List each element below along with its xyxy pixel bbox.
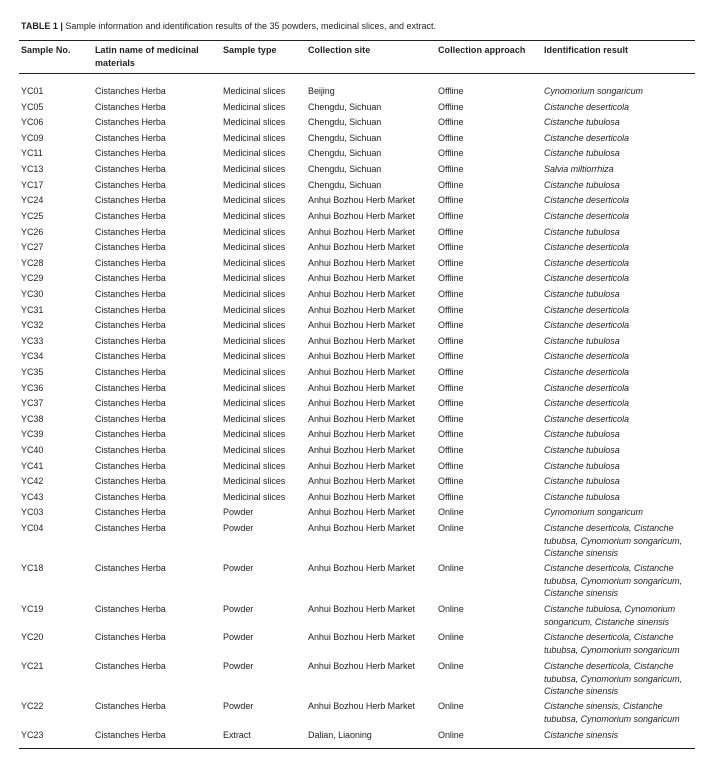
sample-no-cell: YC30	[21, 289, 44, 299]
collection-approach-cell: Offline	[438, 445, 464, 455]
sample-type-cell: Medicinal slices	[223, 211, 286, 221]
sample-no-cell: YC05	[21, 102, 44, 112]
sample-type-cell: Medicinal slices	[223, 289, 286, 299]
table-label: TABLE 1 |	[21, 21, 63, 31]
identification-result-cell: Cistanche deserticola	[544, 320, 629, 330]
collection-site-cell: Anhui Bozhou Herb Market	[308, 367, 415, 377]
collection-approach-cell: Offline	[438, 429, 464, 439]
collection-approach-cell: Offline	[438, 180, 464, 190]
collection-site-cell: Anhui Bozhou Herb Market	[308, 383, 415, 393]
sample-no-cell: YC42	[21, 476, 44, 486]
identification-result-cell: Cistanche tubulosa	[544, 492, 620, 502]
sample-no-cell: YC37	[21, 398, 44, 408]
collection-approach-cell: Offline	[438, 164, 464, 174]
sample-no-cell: YC20	[21, 632, 44, 642]
identification-result-cell: Cistanche tubulosa	[544, 117, 620, 127]
collection-site-cell: Chengdu, Sichuan	[308, 164, 382, 174]
sample-no-cell: YC33	[21, 336, 44, 346]
identification-result-cell: Cistanche deserticola	[544, 351, 629, 361]
identification-result-cell: Cistanche sinensis, Cistanche tububsa, Cynomorium songaricum	[544, 701, 680, 724]
identification-result-cell: Cistanche deserticola, Cistanche tububsa, Cynomorium songaricum, Cistanche sinensis	[544, 523, 683, 558]
sample-no-cell: YC38	[21, 414, 44, 424]
identification-result-cell: Cynomorium songaricum	[544, 86, 643, 96]
sample-type-cell: Medicinal slices	[223, 242, 286, 252]
sample-no-cell: YC01	[21, 86, 44, 96]
collection-site-cell: Anhui Bozhou Herb Market	[308, 476, 415, 486]
sample-no-cell: YC39	[21, 429, 44, 439]
identification-result-cell: Cistanche tubulosa	[544, 429, 620, 439]
sample-type-cell: Medicinal slices	[223, 414, 286, 424]
latin-name-cell: Cistanches Herba	[95, 730, 166, 740]
sample-type-cell: Medicinal slices	[223, 273, 286, 283]
identification-result-cell: Cistanche tubulosa	[544, 289, 620, 299]
collection-approach-cell: Offline	[438, 492, 464, 502]
collection-site-cell: Anhui Bozhou Herb Market	[308, 701, 415, 711]
sample-no-cell: YC13	[21, 164, 44, 174]
latin-name-cell: Cistanches Herba	[95, 445, 166, 455]
collection-approach-cell: Offline	[438, 258, 464, 268]
collection-approach-cell: Online	[438, 604, 464, 614]
identification-result-cell: Cistanche deserticola	[544, 414, 629, 424]
latin-name-cell: Cistanches Herba	[95, 102, 166, 112]
table-caption	[21, 20, 701, 32]
latin-name-cell: Cistanches Herba	[95, 461, 166, 471]
sample-no-cell: YC25	[21, 211, 44, 221]
latin-name-cell: Cistanches Herba	[95, 563, 166, 573]
identification-result-cell: Cistanche deserticola	[544, 102, 629, 112]
latin-name-cell: Cistanches Herba	[95, 507, 166, 517]
sample-type-cell: Powder	[223, 523, 254, 533]
collection-approach-cell: Online	[438, 661, 464, 671]
sample-type-cell: Medicinal slices	[223, 336, 286, 346]
header-identification-result: Identification result	[544, 45, 629, 55]
identification-result-cell: Cistanche deserticola	[544, 133, 629, 143]
sample-no-cell: YC40	[21, 445, 44, 455]
header-collection-approach: Collection approach	[438, 45, 526, 55]
sample-type-cell: Medicinal slices	[223, 492, 286, 502]
sample-type-cell: Powder	[223, 507, 254, 517]
sample-no-cell: YC43	[21, 492, 44, 502]
sample-type-cell: Medicinal slices	[223, 195, 286, 205]
latin-name-cell: Cistanches Herba	[95, 211, 166, 221]
identification-result-cell: Cistanche deserticola	[544, 383, 629, 393]
identification-result-cell: Cistanche deserticola	[544, 211, 629, 221]
collection-approach-cell: Online	[438, 523, 464, 533]
collection-site-cell: Anhui Bozhou Herb Market	[308, 195, 415, 205]
latin-name-cell: Cistanches Herba	[95, 367, 166, 377]
sample-type-cell: Medicinal slices	[223, 148, 286, 158]
header-sample-type: Sample type	[223, 45, 277, 55]
latin-name-cell: Cistanches Herba	[95, 273, 166, 283]
collection-site-cell: Anhui Bozhou Herb Market	[308, 492, 415, 502]
identification-result-cell: Cistanche deserticola	[544, 258, 629, 268]
latin-name-cell: Cistanches Herba	[95, 117, 166, 127]
latin-name-cell: Cistanches Herba	[95, 195, 166, 205]
latin-name-cell: Cistanches Herba	[95, 227, 166, 237]
header-sample-no: Sample No.	[21, 45, 71, 55]
collection-site-cell: Anhui Bozhou Herb Market	[308, 320, 415, 330]
collection-site-cell: Anhui Bozhou Herb Market	[308, 461, 415, 471]
sample-no-cell: YC09	[21, 133, 44, 143]
sample-no-cell: YC27	[21, 242, 44, 252]
collection-approach-cell: Online	[438, 730, 464, 740]
collection-approach-cell: Offline	[438, 367, 464, 377]
sample-type-cell: Medicinal slices	[223, 180, 286, 190]
sample-type-cell: Medicinal slices	[223, 227, 286, 237]
collection-site-cell: Anhui Bozhou Herb Market	[308, 227, 415, 237]
sample-type-cell: Powder	[223, 701, 254, 711]
sample-type-cell: Medicinal slices	[223, 398, 286, 408]
latin-name-cell: Cistanches Herba	[95, 523, 166, 533]
table-caption-text: Sample information and identification results of the 35 powders, medicinal slices, and extract.	[62, 21, 437, 31]
collection-approach-cell: Offline	[438, 461, 464, 471]
collection-site-cell: Anhui Bozhou Herb Market	[308, 398, 415, 408]
collection-approach-cell: Offline	[438, 351, 464, 361]
latin-name-cell: Cistanches Herba	[95, 429, 166, 439]
sample-no-cell: YC23	[21, 730, 44, 740]
latin-name-cell: Cistanches Herba	[95, 632, 166, 642]
latin-name-cell: Cistanches Herba	[95, 414, 166, 424]
sample-type-cell: Medicinal slices	[223, 164, 286, 174]
collection-approach-cell: Offline	[438, 305, 464, 315]
collection-site-cell: Anhui Bozhou Herb Market	[308, 414, 415, 424]
collection-approach-cell: Offline	[438, 398, 464, 408]
latin-name-cell: Cistanches Herba	[95, 180, 166, 190]
collection-site-cell: Chengdu, Sichuan	[308, 148, 382, 158]
sample-no-cell: YC19	[21, 604, 44, 614]
sample-no-cell: YC41	[21, 461, 44, 471]
sample-no-cell: YC18	[21, 563, 44, 573]
sample-type-cell: Medicinal slices	[223, 117, 286, 127]
header-collection-site: Collection site	[308, 45, 371, 55]
identification-result-cell: Cistanche tubulosa	[544, 476, 620, 486]
collection-site-cell: Anhui Bozhou Herb Market	[308, 211, 415, 221]
identification-result-cell: Cistanche tubulosa	[544, 148, 620, 158]
collection-approach-cell: Offline	[438, 320, 464, 330]
collection-approach-cell: Offline	[438, 336, 464, 346]
sample-type-cell: Medicinal slices	[223, 367, 286, 377]
identification-result-cell: Cistanche deserticola	[544, 195, 629, 205]
sample-type-cell: Extract	[223, 730, 251, 740]
collection-site-cell: Anhui Bozhou Herb Market	[308, 273, 415, 283]
identification-result-cell: Cistanche tubulosa	[544, 461, 620, 471]
table-bottom-rule	[19, 748, 695, 749]
sample-no-cell: YC31	[21, 305, 44, 315]
latin-name-cell: Cistanches Herba	[95, 86, 166, 96]
sample-type-cell: Medicinal slices	[223, 383, 286, 393]
sample-no-cell: YC22	[21, 701, 44, 711]
sample-type-cell: Medicinal slices	[223, 320, 286, 330]
sample-type-cell: Powder	[223, 661, 254, 671]
sample-type-cell: Medicinal slices	[223, 445, 286, 455]
collection-site-cell: Anhui Bozhou Herb Market	[308, 507, 415, 517]
collection-site-cell: Anhui Bozhou Herb Market	[308, 632, 415, 642]
collection-approach-cell: Offline	[438, 227, 464, 237]
sample-no-cell: YC36	[21, 383, 44, 393]
latin-name-cell: Cistanches Herba	[95, 398, 166, 408]
collection-site-cell: Chengdu, Sichuan	[308, 133, 382, 143]
collection-approach-cell: Offline	[438, 289, 464, 299]
collection-site-cell: Dalian, Liaoning	[308, 730, 372, 740]
collection-approach-cell: Online	[438, 632, 464, 642]
collection-approach-cell: Online	[438, 701, 464, 711]
collection-site-cell: Beijing	[308, 86, 335, 96]
collection-site-cell: Chengdu, Sichuan	[308, 117, 382, 127]
latin-name-cell: Cistanches Herba	[95, 242, 166, 252]
sample-no-cell: YC32	[21, 320, 44, 330]
sample-type-cell: Medicinal slices	[223, 429, 286, 439]
collection-site-cell: Anhui Bozhou Herb Market	[308, 336, 415, 346]
collection-approach-cell: Offline	[438, 133, 464, 143]
identification-result-cell: Cistanche tubulosa, Cynomorium songaricum, Cistanche sinensis	[544, 604, 676, 627]
collection-site-cell: Anhui Bozhou Herb Market	[308, 429, 415, 439]
identification-result-cell: Cistanche tubulosa	[544, 445, 620, 455]
collection-approach-cell: Offline	[438, 102, 464, 112]
collection-approach-cell: Offline	[438, 148, 464, 158]
identification-result-cell: Salvia miltiorrhiza	[544, 164, 614, 174]
table-header-rule	[19, 73, 695, 74]
identification-result-cell: Cistanche deserticola	[544, 305, 629, 315]
identification-result-cell: Cistanche deserticola, Cistanche tububsa, Cynomorium songaricum	[544, 632, 680, 655]
collection-site-cell: Chengdu, Sichuan	[308, 102, 382, 112]
sample-no-cell: YC28	[21, 258, 44, 268]
sample-type-cell: Medicinal slices	[223, 258, 286, 268]
latin-name-cell: Cistanches Herba	[95, 258, 166, 268]
identification-result-cell: Cistanche tubulosa	[544, 336, 620, 346]
identification-result-cell: Cistanche deserticola	[544, 242, 629, 252]
collection-site-cell: Anhui Bozhou Herb Market	[308, 305, 415, 315]
collection-approach-cell: Online	[438, 507, 464, 517]
latin-name-cell: Cistanches Herba	[95, 492, 166, 502]
sample-no-cell: YC24	[21, 195, 44, 205]
sample-type-cell: Medicinal slices	[223, 461, 286, 471]
collection-approach-cell: Offline	[438, 383, 464, 393]
collection-site-cell: Anhui Bozhou Herb Market	[308, 523, 415, 533]
identification-result-cell: Cistanche tubulosa	[544, 180, 620, 190]
latin-name-cell: Cistanches Herba	[95, 133, 166, 143]
latin-name-cell: Cistanches Herba	[95, 320, 166, 330]
sample-no-cell: YC17	[21, 180, 44, 190]
collection-approach-cell: Offline	[438, 117, 464, 127]
collection-site-cell: Anhui Bozhou Herb Market	[308, 661, 415, 671]
sample-type-cell: Medicinal slices	[223, 305, 286, 315]
collection-approach-cell: Offline	[438, 86, 464, 96]
collection-site-cell: Anhui Bozhou Herb Market	[308, 289, 415, 299]
latin-name-cell: Cistanches Herba	[95, 289, 166, 299]
sample-type-cell: Powder	[223, 563, 254, 573]
sample-no-cell: YC34	[21, 351, 44, 361]
latin-name-cell: Cistanches Herba	[95, 661, 166, 671]
latin-name-cell: Cistanches Herba	[95, 476, 166, 486]
sample-type-cell: Powder	[223, 604, 254, 614]
identification-result-cell: Cynomorium songaricum	[544, 507, 643, 517]
identification-result-cell: Cistanche tubulosa	[544, 227, 620, 237]
collection-site-cell: Chengdu, Sichuan	[308, 180, 382, 190]
collection-approach-cell: Offline	[438, 273, 464, 283]
collection-site-cell: Anhui Bozhou Herb Market	[308, 258, 415, 268]
sample-no-cell: YC06	[21, 117, 44, 127]
identification-result-cell: Cistanche deserticola, Cistanche tububsa, Cynomorium songaricum, Cistanche sinensis	[544, 563, 683, 598]
latin-name-cell: Cistanches Herba	[95, 604, 166, 614]
sample-type-cell: Medicinal slices	[223, 86, 286, 96]
latin-name-cell: Cistanches Herba	[95, 336, 166, 346]
sample-type-cell: Medicinal slices	[223, 476, 286, 486]
collection-site-cell: Anhui Bozhou Herb Market	[308, 563, 415, 573]
collection-approach-cell: Offline	[438, 414, 464, 424]
identification-result-cell: Cistanche sinensis	[544, 730, 619, 740]
sample-no-cell: YC03	[21, 507, 44, 517]
collection-site-cell: Anhui Bozhou Herb Market	[308, 351, 415, 361]
sample-no-cell: YC21	[21, 661, 44, 671]
identification-result-cell: Cistanche deserticola	[544, 273, 629, 283]
collection-approach-cell: Offline	[438, 242, 464, 252]
table-top-rule	[19, 40, 695, 41]
latin-name-cell: Cistanches Herba	[95, 305, 166, 315]
latin-name-cell: Cistanches Herba	[95, 701, 166, 711]
sample-type-cell: Powder	[223, 632, 254, 642]
sample-no-cell: YC35	[21, 367, 44, 377]
latin-name-cell: Cistanches Herba	[95, 164, 166, 174]
identification-result-cell: Cistanche deserticola	[544, 398, 629, 408]
sample-no-cell: YC11	[21, 148, 43, 158]
latin-name-cell: Cistanches Herba	[95, 383, 166, 393]
sample-type-cell: Medicinal slices	[223, 102, 286, 112]
sample-no-cell: YC26	[21, 227, 44, 237]
latin-name-cell: Cistanches Herba	[95, 148, 166, 158]
identification-result-cell: Cistanche deserticola, Cistanche tububsa, Cynomorium songaricum, Cistanche sinensis	[544, 661, 683, 696]
latin-name-cell: Cistanches Herba	[95, 351, 166, 361]
collection-site-cell: Anhui Bozhou Herb Market	[308, 445, 415, 455]
sample-no-cell: YC04	[21, 523, 44, 533]
sample-type-cell: Medicinal slices	[223, 351, 286, 361]
collection-site-cell: Anhui Bozhou Herb Market	[308, 604, 415, 614]
identification-result-cell: Cistanche deserticola	[544, 367, 629, 377]
sample-type-cell: Medicinal slices	[223, 133, 286, 143]
collection-approach-cell: Offline	[438, 211, 464, 221]
collection-site-cell: Anhui Bozhou Herb Market	[308, 242, 415, 252]
header-latin-name: Latin name of medicinal materials	[95, 45, 199, 68]
collection-approach-cell: Offline	[438, 195, 464, 205]
sample-no-cell: YC29	[21, 273, 44, 283]
collection-approach-cell: Online	[438, 563, 464, 573]
collection-approach-cell: Offline	[438, 476, 464, 486]
